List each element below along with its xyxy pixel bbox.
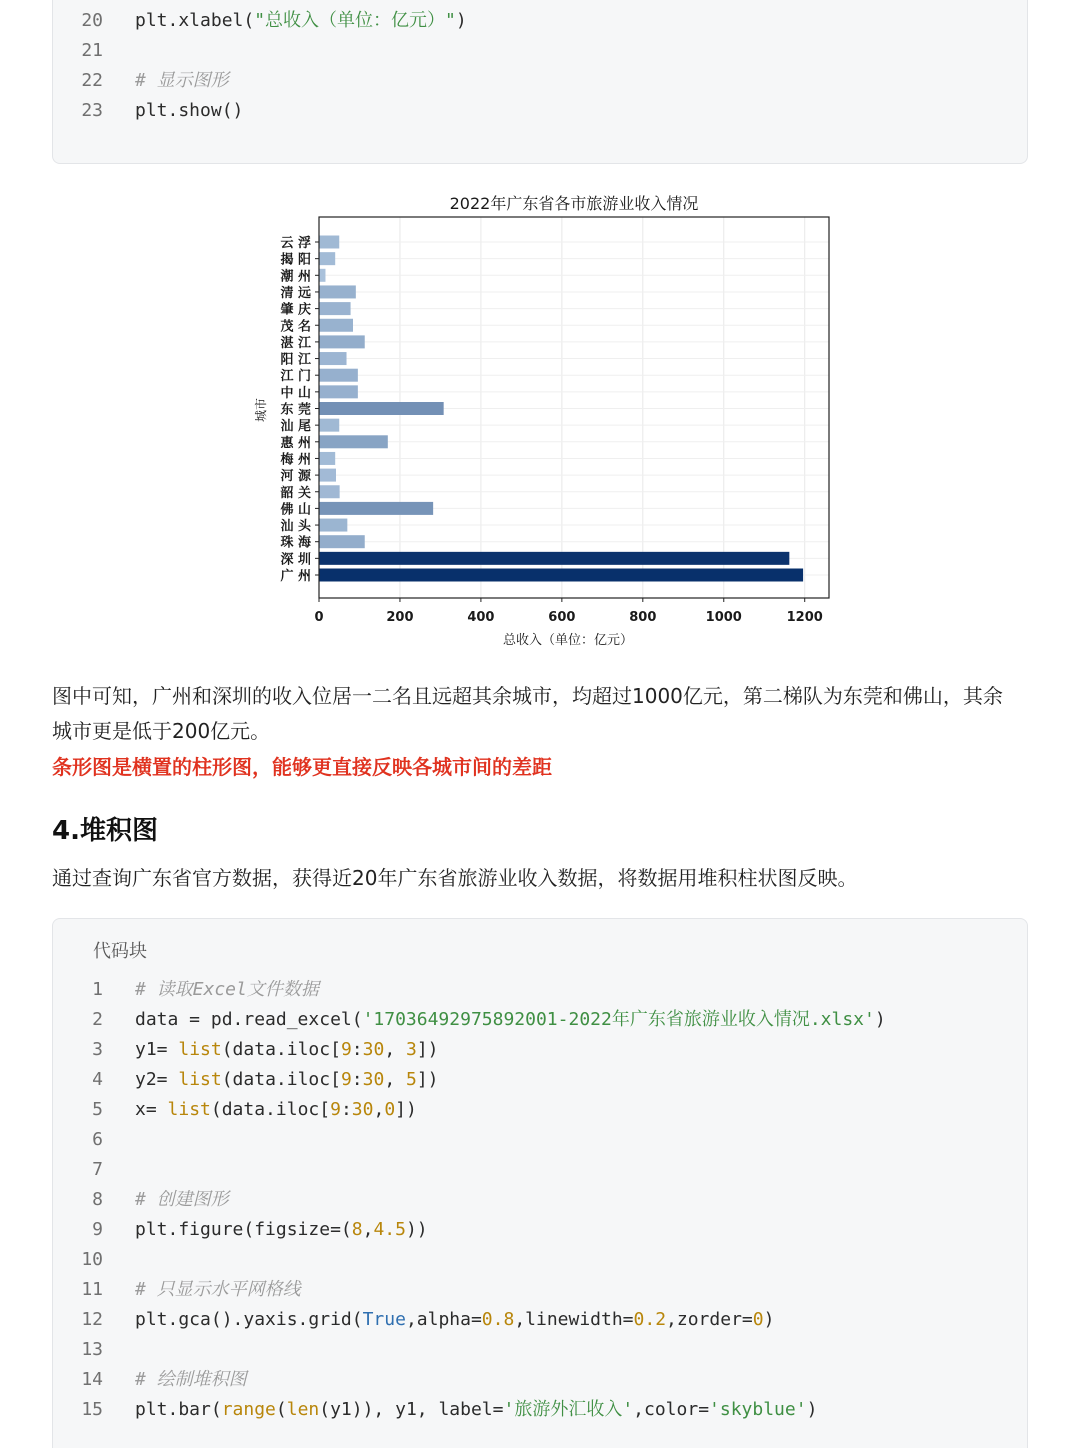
code-token: plt.xlabel( xyxy=(135,10,255,31)
line-number: 4 xyxy=(92,1069,103,1090)
code-token: (data.iloc[ xyxy=(221,1069,341,1090)
line-number: 12 xyxy=(81,1309,103,1330)
code-token: : xyxy=(340,1099,352,1120)
line-number: 9 xyxy=(92,1219,103,1240)
category-label: 珠 海 xyxy=(280,535,311,551)
code-line xyxy=(53,1245,135,1275)
code-line xyxy=(53,1035,439,1065)
category-label: 深 圳 xyxy=(280,552,311,568)
code-token: ]) xyxy=(395,1099,417,1120)
category-label: 汕 头 xyxy=(280,519,311,535)
line-number: 3 xyxy=(92,1039,103,1060)
category-label: 江 门 xyxy=(280,369,311,385)
category-label: 汕 尾 xyxy=(280,419,311,435)
analysis-paragraph: 图中可知，广州和深圳的收入位居一二名且远超其余城市，均超过1000亿元，第二梯队为东莞和佛山，其余城市更是低于200亿元。 xyxy=(52,684,1003,743)
code-token: ]) xyxy=(416,1039,439,1060)
code-token: 0.2 xyxy=(633,1309,667,1330)
category-label: 东 莞 xyxy=(280,402,311,418)
category-label: 广 州 xyxy=(280,569,311,584)
x-tick-label: 0 xyxy=(314,610,324,625)
code-token: ) xyxy=(806,1399,818,1420)
code-token: 30 xyxy=(362,1069,385,1090)
code-token: )) xyxy=(405,1219,428,1240)
bar-河源 xyxy=(319,469,336,482)
code-token: ) xyxy=(455,10,467,31)
code-token: list xyxy=(178,1039,222,1060)
line-number: 11 xyxy=(81,1279,103,1300)
line-number: 20 xyxy=(81,10,103,31)
line-number: 6 xyxy=(92,1129,103,1150)
category-label: 韶 关 xyxy=(280,485,311,501)
x-tick-label: 800 xyxy=(629,610,657,625)
code-token: 9 xyxy=(340,1039,352,1060)
bar-汕尾 xyxy=(319,419,339,432)
code-token: 0.8 xyxy=(481,1309,515,1330)
code-block-title: 代码块 xyxy=(93,941,147,962)
code-token: ) xyxy=(763,1309,775,1330)
bar-韶关 xyxy=(319,485,340,498)
code-token: range xyxy=(221,1399,276,1420)
code-token: ,color= xyxy=(633,1399,710,1420)
code-token: , xyxy=(373,1099,385,1120)
x-tick-label: 200 xyxy=(386,610,414,625)
chart-title: 2022年广东省各市旅游业收入情况 xyxy=(449,194,699,213)
code-token: : xyxy=(351,1039,363,1060)
code-token: # 只显示水平网格线 xyxy=(135,1279,301,1300)
code-token: # 显示图形 xyxy=(135,70,229,91)
category-label: 茂 名 xyxy=(280,319,311,335)
code-token: plt.bar( xyxy=(135,1399,222,1420)
code-token: 8 xyxy=(351,1219,363,1240)
code-token: ,zorder= xyxy=(666,1309,753,1330)
code-line xyxy=(53,1065,439,1095)
code-token: 'skyblue' xyxy=(709,1399,807,1420)
code-line xyxy=(53,1365,247,1395)
code-token: ,alpha= xyxy=(405,1309,482,1330)
code-token: y1= xyxy=(135,1039,179,1060)
code-token: # 绘制堆积图 xyxy=(135,1369,247,1390)
bar-珠海 xyxy=(319,535,365,548)
code-token: plt.show() xyxy=(135,100,244,121)
line-number: 14 xyxy=(81,1369,103,1390)
code-token: '旅游外汇收入' xyxy=(503,1399,634,1420)
code-token: 3 xyxy=(406,1039,417,1060)
code-token: plt.figure(figsize=( xyxy=(135,1219,352,1240)
x-tick-label: 600 xyxy=(548,610,576,625)
category-label: 佛 山 xyxy=(280,502,311,518)
code-token: ) xyxy=(874,1009,886,1030)
code-token: 9 xyxy=(330,1099,341,1120)
code-line xyxy=(53,1155,135,1185)
category-label: 揭 阳 xyxy=(280,252,311,268)
category-label: 清 远 xyxy=(280,285,311,301)
code-token: , xyxy=(362,1219,374,1240)
category-label: 湛 江 xyxy=(280,335,311,351)
code-token: plt.gca().yaxis.grid( xyxy=(135,1309,363,1330)
y-axis-label: 城市 xyxy=(254,397,268,423)
bar-阳江 xyxy=(319,352,347,365)
code-line xyxy=(53,1185,229,1215)
bar-佛山 xyxy=(319,502,433,515)
code-token: 30 xyxy=(351,1099,374,1120)
code-token: # 读取Excel文件数据 xyxy=(135,979,319,1000)
code-block-bottom xyxy=(52,918,1028,1448)
category-label: 潮 州 xyxy=(280,269,311,285)
bar-江门 xyxy=(319,369,358,382)
code-token: ( xyxy=(275,1399,287,1420)
code-token: True xyxy=(362,1309,406,1330)
x-tick-label: 400 xyxy=(467,610,495,625)
bar-东莞 xyxy=(319,402,444,415)
code-token: x= xyxy=(135,1099,168,1120)
code-token: : xyxy=(351,1069,363,1090)
code-token: list xyxy=(167,1099,211,1120)
code-token: 0 xyxy=(752,1309,764,1330)
line-number: 15 xyxy=(81,1399,103,1420)
line-number: 21 xyxy=(81,40,103,61)
category-label: 惠 州 xyxy=(280,435,311,451)
code-line xyxy=(53,1305,774,1335)
bar-中山 xyxy=(319,385,358,398)
category-label: 云 浮 xyxy=(280,236,311,251)
bar-清远 xyxy=(319,285,356,298)
bar-潮州 xyxy=(319,269,325,282)
bar-云浮 xyxy=(319,236,339,249)
bar-深圳 xyxy=(319,552,789,565)
intro-paragraph: 通过查询广东省官方数据，获得近20年广东省旅游业收入数据，将数据用堆积柱状图反映。 xyxy=(52,866,858,890)
code-line xyxy=(53,1125,135,1155)
bar-湛江 xyxy=(319,335,365,348)
line-number: 2 xyxy=(92,1009,103,1030)
x-tick-label: 1000 xyxy=(705,610,742,625)
line-number: 1 xyxy=(92,979,103,1000)
bar-汕头 xyxy=(319,519,347,532)
code-line xyxy=(53,1395,817,1425)
line-number: 7 xyxy=(92,1159,103,1180)
highlight-note: 条形图是横置的柱形图，能够更直接反映各城市间的差距 xyxy=(52,755,552,779)
x-tick-label: 1200 xyxy=(786,610,823,625)
line-number: 8 xyxy=(92,1189,103,1210)
code-token: 5 xyxy=(406,1069,417,1090)
line-number: 10 xyxy=(81,1249,103,1270)
x-axis-label: 总收入（单位：亿元） xyxy=(502,633,634,648)
bar-茂名 xyxy=(319,319,353,332)
code-token: 30 xyxy=(362,1039,385,1060)
code-token: list xyxy=(178,1069,222,1090)
code-token: data = pd.read_excel( xyxy=(135,1009,363,1030)
code-line xyxy=(53,1275,301,1305)
code-token: # 创建图形 xyxy=(135,1189,229,1210)
code-token: , xyxy=(384,1039,406,1060)
code-token: (data.iloc[ xyxy=(210,1099,331,1120)
code-token: 4.5 xyxy=(373,1219,406,1240)
category-label: 中 山 xyxy=(280,385,311,401)
code-token: len xyxy=(286,1399,320,1420)
bar-肇庆 xyxy=(319,302,351,315)
bar-揭阳 xyxy=(319,252,335,265)
line-number: 5 xyxy=(92,1099,103,1120)
bar-chart xyxy=(0,0,1080,660)
category-label: 肇 庆 xyxy=(280,302,311,318)
code-token: y2= xyxy=(135,1069,179,1090)
code-token: '17036492975892001-2022年广东省旅游业收入情况.xlsx' xyxy=(362,1009,875,1030)
line-number: 23 xyxy=(81,100,103,121)
category-label: 河 源 xyxy=(280,469,311,485)
code-line xyxy=(53,1215,428,1245)
code-token: ]) xyxy=(416,1069,439,1090)
code-token: , xyxy=(384,1069,406,1090)
code-line xyxy=(53,1095,417,1125)
line-number: 22 xyxy=(81,70,103,91)
bar-梅州 xyxy=(319,452,335,465)
category-label: 阳 江 xyxy=(280,352,311,368)
code-token: 9 xyxy=(340,1069,352,1090)
line-number: 13 xyxy=(81,1339,103,1360)
category-label: 梅 州 xyxy=(280,452,311,468)
code-token: "总收入（单位：亿元）" xyxy=(254,10,456,31)
code-token: (data.iloc[ xyxy=(221,1039,341,1060)
code-token: 0 xyxy=(384,1099,396,1120)
code-line xyxy=(53,1005,886,1035)
code-line xyxy=(53,975,319,1005)
section-heading: 4.堆积图 xyxy=(52,816,158,846)
code-token: ,linewidth= xyxy=(514,1309,634,1330)
bar-惠州 xyxy=(319,435,388,448)
bar-广州 xyxy=(319,569,803,582)
code-line xyxy=(53,1335,135,1365)
code-token: (y1)), y1, label= xyxy=(319,1399,504,1420)
